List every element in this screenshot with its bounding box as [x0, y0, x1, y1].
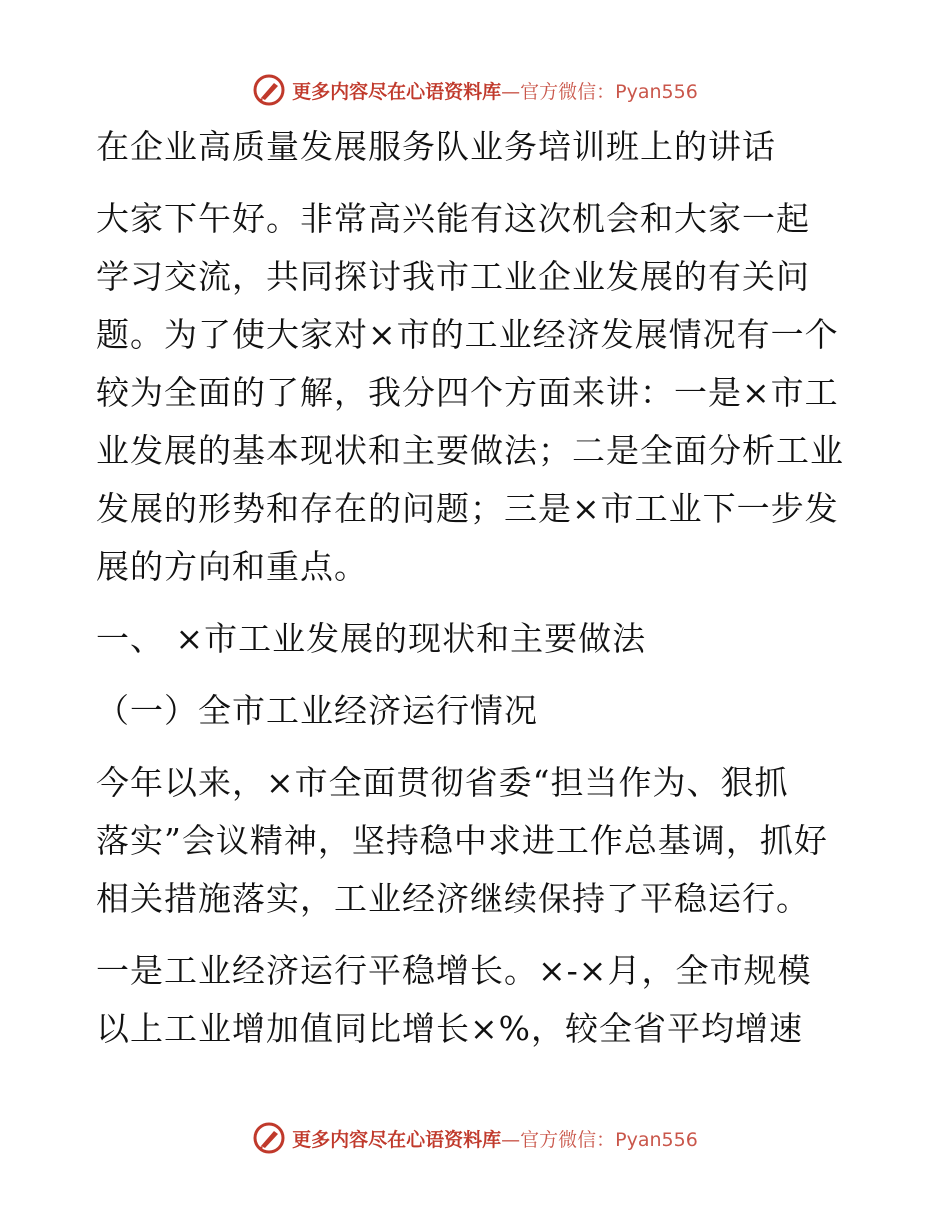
document-body [96, 118, 856, 1058]
paragraph-line: 大家下午好。非常高兴能有这次机会和大家一起 [96, 199, 810, 238]
paragraph-line: 较为全面的了解，我分四个方面来讲：一是×市工 [96, 373, 839, 412]
document-title: 在企业高质量发展服务队业务培训班上的讲话 [96, 127, 776, 166]
paragraph-line: 题。为了使大家对×市的工业经济发展情况有一个 [96, 315, 839, 354]
subsection-heading-1 [96, 682, 856, 740]
heading-line: （一）全市工业经济运行情况 [96, 691, 538, 730]
paragraph-line: 相关措施落实，工业经济继续保持了平稳运行。 [96, 879, 810, 918]
paragraph-line: 今年以来，×市全面贯彻省委“担当作为、狠抓 [96, 763, 789, 802]
watermark-sub-text: —官方微信：Pyan556 [501, 80, 698, 103]
pen-logo-icon [252, 1121, 286, 1155]
heading-line: 一、 ×市工业发展的现状和主要做法 [96, 619, 647, 658]
paragraph-overview [96, 754, 856, 928]
paragraph-line: 一是工业经济运行平稳增长。×-×月，全市规模 [96, 951, 812, 990]
paragraph-point-1 [96, 942, 856, 1058]
watermark-main-text: 更多内容尽在心语资料库 [292, 80, 502, 103]
paragraph-line: 学习交流，共同探讨我市工业企业发展的有关问 [96, 257, 810, 296]
paragraph-line: 业发展的基本现状和主要做法；二是全面分析工业 [96, 431, 844, 470]
pen-logo-icon [252, 73, 286, 107]
watermark-main-text: 更多内容尽在心语资料库 [292, 1128, 502, 1151]
paragraph-line: 以上工业增加值同比增长×%，较全省平均增速 [96, 1009, 804, 1048]
header-watermark [0, 70, 950, 110]
watermark-sub-text: —官方微信：Pyan556 [501, 1128, 698, 1151]
paragraph-line: 展的方向和重点。 [96, 547, 368, 586]
paragraph-line: 落实”会议精神，坚持稳中求进工作总基调，抓好 [96, 821, 828, 860]
paragraph-line: 发展的形势和存在的问题；三是×市工业下一步发 [96, 489, 839, 528]
paragraph-intro [96, 190, 856, 596]
section-heading-1 [96, 610, 856, 668]
footer-watermark [0, 1118, 950, 1158]
